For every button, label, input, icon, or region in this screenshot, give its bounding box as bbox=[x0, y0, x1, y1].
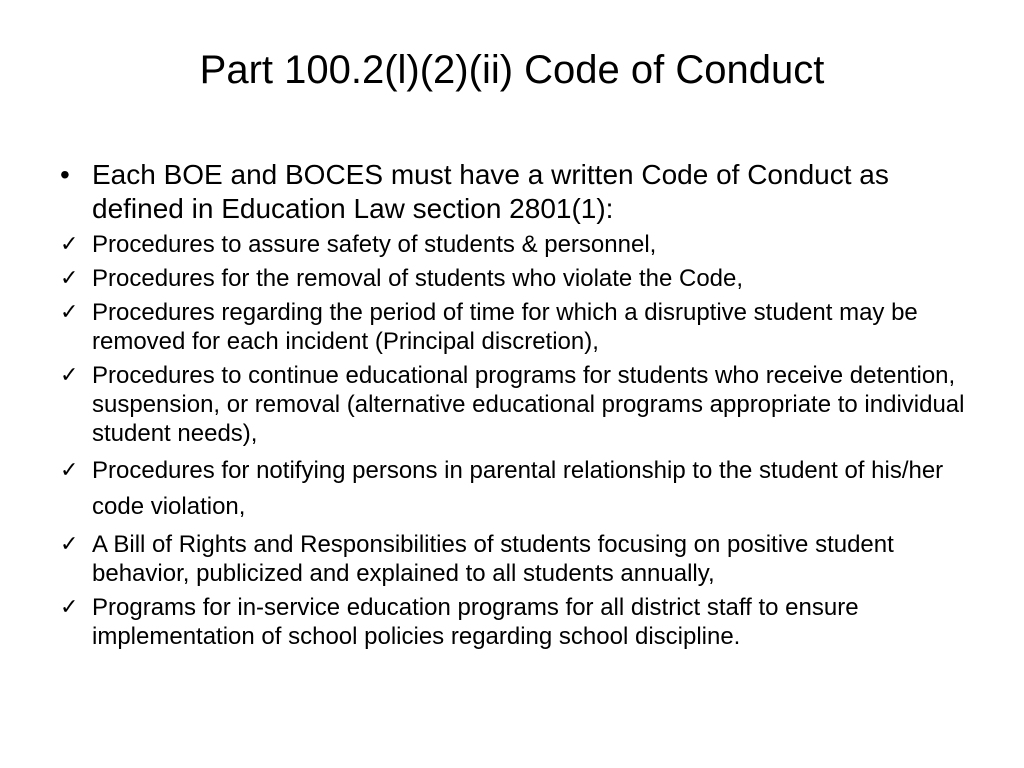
checklist-item-in-service bbox=[56, 593, 986, 651]
checklist-item-text: Procedures for the removal of students who violate the Code, bbox=[92, 265, 744, 292]
checklist-item-text: Procedures regarding the period of time for which a disruptive student may be removed for each incident (Principal discretion), bbox=[92, 299, 918, 355]
slide-title: Part 100.2(l)(2)(ii) Code of Conduct bbox=[199, 48, 825, 92]
bullet-dot-icon: • bbox=[60, 159, 70, 190]
checkmark-icon: ✓ bbox=[60, 458, 79, 483]
main-bullet-item bbox=[56, 158, 986, 226]
checkmark-icon: ✓ bbox=[60, 363, 79, 388]
checklist-item-continue-programs bbox=[56, 361, 986, 448]
checklist-item-text: Programs for in-service education programs for all district staff to ensure implementation of school policies regarding school discipline. bbox=[92, 594, 859, 650]
checklist-item-removal-period bbox=[56, 298, 986, 356]
checkmark-icon: ✓ bbox=[60, 300, 79, 325]
checkmark-icon: ✓ bbox=[60, 595, 79, 620]
checklist-item-parent-notification bbox=[56, 453, 986, 525]
checkmark-icon: ✓ bbox=[60, 532, 79, 557]
checkmark-icon: ✓ bbox=[60, 232, 79, 257]
slide-content-list bbox=[56, 158, 986, 656]
checklist-item-removal bbox=[56, 264, 986, 293]
checklist-item-text: Procedures to continue educational programs for students who receive detention, suspension, or removal (alternative educational programs appropriate to individual student needs), bbox=[92, 362, 965, 447]
checklist-item-text: Procedures to assure safety of students & personnel, bbox=[92, 231, 657, 258]
checklist-item-safety bbox=[56, 230, 986, 259]
checkmark-icon: ✓ bbox=[60, 266, 79, 291]
checklist-item-bill-of-rights bbox=[56, 530, 986, 588]
main-bullet-text: Each BOE and BOCES must have a written Code of Conduct as defined in Education Law section 2801(1): bbox=[92, 159, 889, 224]
checklist-item-text: Procedures for notifying persons in parental relationship to the student of his/her code violation, bbox=[92, 457, 944, 520]
checklist-item-text: A Bill of Rights and Responsibilities of students focusing on positive student behavior, publicized and explained to all students annually, bbox=[92, 531, 894, 587]
